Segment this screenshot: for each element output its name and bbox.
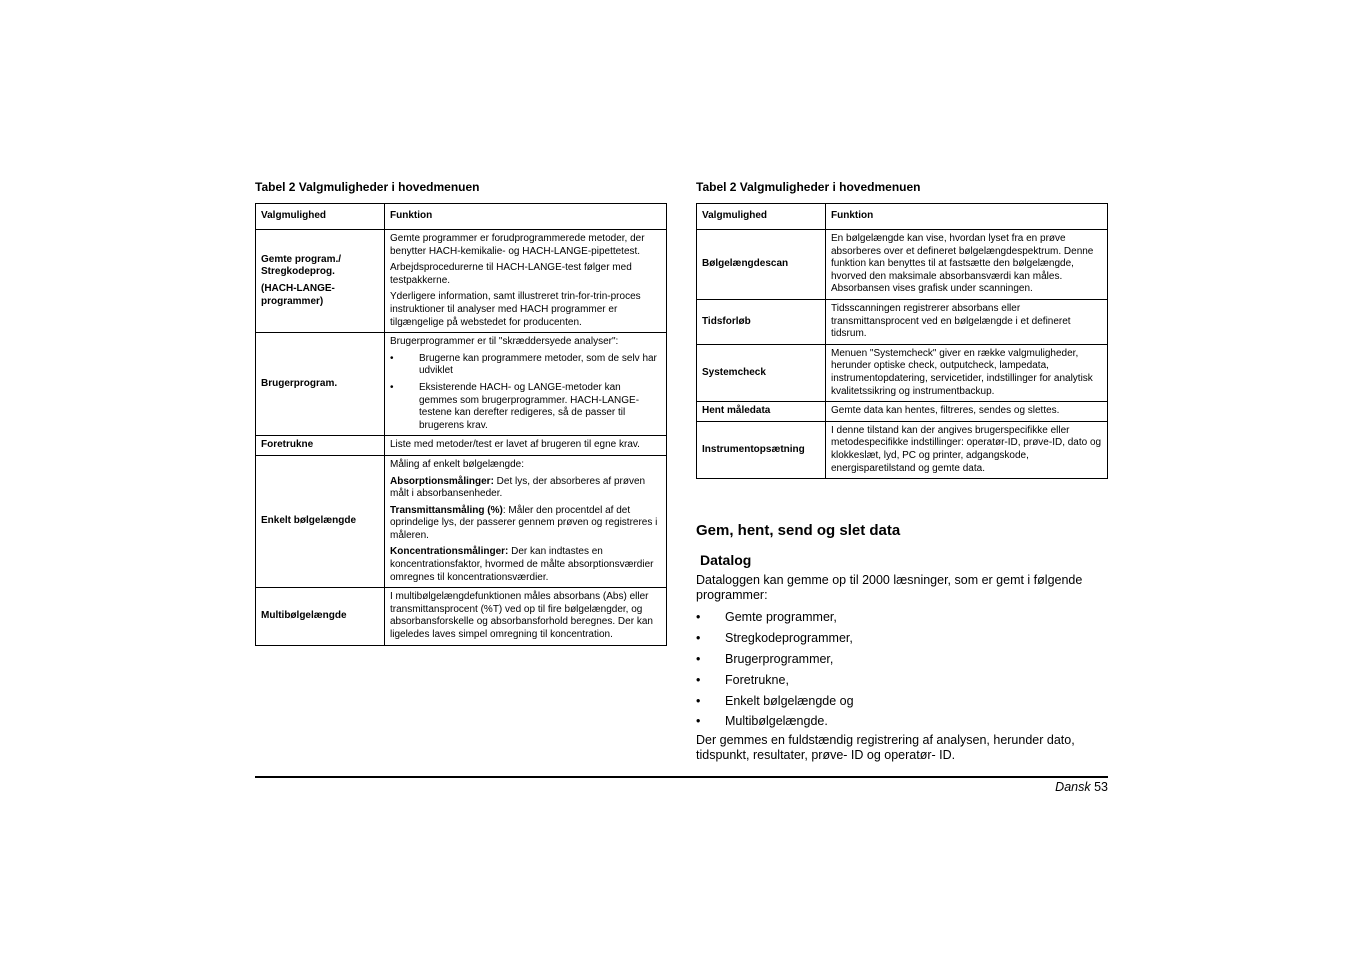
function-cell: I multibølgelængdefunktionen måles absorbans (Abs) eller transmittansprocent (%T) ved op til fire bølgelængder, og absorbansforskelle og absorbansforhold beregnes. Der kan ligeledes laves simpel omregning til koncentration. (385, 588, 667, 645)
bullet-item (390, 353, 661, 378)
bullet-text: Brugerne kan programmere metoder, som de selv har udviklet (419, 352, 657, 377)
main-menu-options-table-right (696, 203, 1108, 479)
list-item (696, 607, 1108, 628)
table-header-row (256, 204, 667, 230)
list-item-text: Foretrukne, (725, 672, 789, 687)
table-header-row (697, 204, 1108, 230)
table-row (256, 455, 667, 587)
section-intro: Dataloggen kan gemme op til 2000 læsninger, som er gemt i følgende programmer: (696, 573, 1083, 602)
bullet-icon: • (696, 651, 701, 666)
list-item-text: Stregkodeprogrammer, (725, 631, 853, 646)
section-subheading: Datalog (700, 552, 752, 568)
bullet-icon: • (390, 381, 394, 393)
option-cell: Brugerprogram. (256, 333, 385, 436)
header-valgmulighed: Valgmulighed (256, 204, 385, 230)
bullet-icon: • (696, 610, 701, 625)
list-item-text: Enkelt bølgelængde og (725, 693, 854, 708)
table-row (256, 333, 667, 436)
table-row (697, 299, 1108, 344)
function-paragraph: Arbejdsprocedurerne til HACH-LANGE-test følger med testpakkerne. (390, 262, 632, 286)
function-cell (385, 455, 667, 587)
list-item-text: Brugerprogrammer, (725, 651, 834, 666)
section-heading: Gem, hent, send og slet data (696, 522, 901, 539)
option-cell: Multibølgelængde (256, 588, 385, 645)
table-row (256, 588, 667, 645)
function-paragraph: Yderligere information, samt illustreret trin-for-trin-proces instruktioner til analyser med HACH programmer er tilgængelige på webstedet for producenten. (390, 291, 641, 328)
option-cell: Hent måledata (697, 402, 826, 422)
option-cell: Bølgelængdescan (697, 230, 826, 300)
bullet-text: Eksisterende HACH- og LANGE-metoder kan gemmes som brugerprogrammer. HACH-LANGE-testene kan derefter redigeres, så de passer til brugerens krav. (419, 381, 640, 431)
list-item-text: Gemte programmer, (725, 610, 837, 625)
main-menu-options-table-left (255, 203, 667, 646)
bullet-icon: • (390, 352, 394, 364)
function-paragraph (390, 476, 661, 501)
bullet-icon: • (696, 672, 701, 687)
function-intro: Brugerprogrammer er til "skræddersyede analyser": (390, 336, 619, 348)
table-row (697, 402, 1108, 422)
function-cell: Liste med metoder/test er lavet af brugeren til egne krav. (385, 436, 667, 456)
function-intro: Måling af enkelt bølgelængde: (390, 458, 524, 470)
option-cell: Enkelt bølgelængde (256, 455, 385, 587)
bullet-icon: • (696, 631, 701, 646)
list-item (696, 690, 1108, 711)
function-cell: Menuen "Systemcheck" giver en række valgmuligheder, herunder optiske check, outputcheck, lampedata, instrumentopdatering, servicetider, indstillinger for analytisk kvalitetssikring og instrumentbackup. (826, 344, 1108, 401)
option-cell: Foretrukne (256, 436, 385, 456)
option-cell: Tidsforløb (697, 299, 826, 344)
option-label-sub: (HACH-LANGE-programmer) (261, 283, 335, 307)
function-cell: Tidsscanningen registrerer absorbans eller transmittansprocent ved en bølgelængde i et defineret tidsrum. (826, 299, 1108, 344)
option-label: Gemte program./ Stregkodeprog. (261, 253, 342, 278)
footer-rule (255, 776, 1108, 778)
function-paragraph: Gemte programmer er forudprogrammerede metoder, der benytter HACH-kemikalie- og HACH-LANGE-pipettetest. (390, 233, 645, 257)
option-cell: Instrumentopsætning (697, 421, 826, 478)
function-paragraph (390, 505, 661, 543)
program-list (696, 607, 1108, 732)
footer-language: Dansk (1055, 780, 1091, 794)
table-row (256, 436, 667, 456)
table-caption: Tabel 2 Valgmuligheder i hovedmenuen (696, 180, 921, 194)
section-outro: Der gemmes en fuldstændig registrering af analysen, herunder dato, tidspunkt, resultater, prøve- ID og operatør- ID. (696, 733, 1075, 762)
list-item-text: Multibølgelængde. (725, 714, 828, 729)
bullet-icon: • (696, 693, 701, 708)
list-item (696, 649, 1108, 670)
option-cell: Systemcheck (697, 344, 826, 401)
table-row (697, 421, 1108, 478)
header-funktion: Funktion (385, 204, 667, 230)
item-label: Koncentrationsmålinger: (390, 546, 509, 558)
function-cell (385, 333, 667, 436)
item-text: : Måler den procentdel af det oprindelige lys, der passerer gennem prøven og registreres i måleren. (390, 504, 658, 541)
table-row (256, 230, 667, 333)
function-cell: Gemte data kan hentes, filtreres, sendes og slettes. (826, 402, 1108, 422)
item-text: Det lys, der absorberes af prøven målt i absorbansenheder. (390, 475, 646, 500)
header-valgmulighed: Valgmulighed (697, 204, 826, 230)
item-label: Transmittansmåling (%) (390, 504, 503, 516)
item-label: Absorptionsmålinger: (390, 475, 494, 487)
table-caption: Tabel 2 Valgmuligheder i hovedmenuen (255, 180, 480, 194)
list-item (696, 628, 1108, 649)
function-cell (385, 230, 667, 333)
page-footer (1055, 780, 1108, 794)
function-paragraph (390, 546, 661, 584)
function-cell: En bølgelængde kan vise, hvordan lyset fra en prøve absorberes over et defineret bølgelængdespektrum. Denne funktion kan benyttes til at fastsætte den bølgelængde, hvorved den maksimale absorbansværdi kan måles. Absorbansen vises grafisk under scanningen. (826, 230, 1108, 300)
list-item (696, 669, 1108, 690)
bullet-item (390, 382, 661, 432)
item-text: Der kan indtastes en koncentrationsfaktor, hvormed de målte absorptionsværdier omregnes til koncentrationsværdier. (390, 546, 654, 583)
header-funktion: Funktion (826, 204, 1108, 230)
page-number: 53 (1094, 780, 1108, 794)
table-row (697, 344, 1108, 401)
bullet-icon: • (696, 714, 701, 729)
option-cell (256, 230, 385, 333)
list-item (696, 711, 1108, 732)
function-cell: I denne tilstand kan der angives brugerspecifikke eller metodespecifikke indstillinger: operatør-ID, prøve-ID, dato og klokkeslæt, lyd, PC og printer, adgangskode, energisparetilstand og gemte data. (826, 421, 1108, 478)
table-row (697, 230, 1108, 300)
